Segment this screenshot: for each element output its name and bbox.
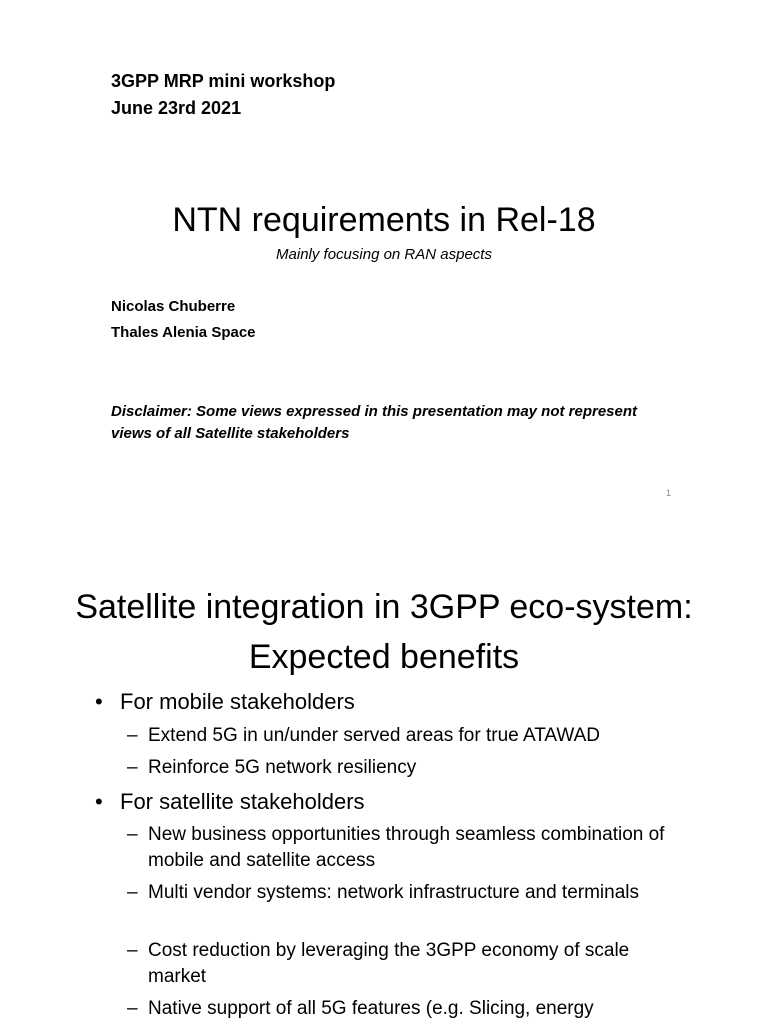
author-name: Nicolas Chuberre [111,298,236,315]
sub-bullet-marker: – [127,882,138,903]
slide-title: NTN requirements in Rel-18 [172,201,596,239]
event-date: June 23rd 2021 [111,98,242,118]
page-number: 1 [666,488,672,498]
author-organization: Thales Alenia Space [111,324,256,341]
sub-bullet-text: Cost reduction by leveraging the 3GPP economy of scale market [148,940,630,987]
sub-bullet-text: Native support of all 5G features (e.g. Slicing, energy [148,998,594,1019]
sub-bullet-marker: – [127,824,138,845]
slide-2 [0,520,768,1024]
sub-bullet-text: New business opportunities through seamless combination of mobile and satellite access [148,824,665,871]
sub-bullet-text: Extend 5G in un/under served areas for true ATAWAD [148,725,600,746]
bullet-marker: • [95,689,103,714]
sub-bullet-text: Reinforce 5G network resiliency [148,757,417,778]
sub-bullet-marker: – [127,757,138,778]
slide-subtitle: Mainly focusing on RAN aspects [276,246,492,263]
slide-title: Satellite integration in 3GPP eco-system: Expected benefits [75,588,693,676]
bullet-marker: • [95,789,103,814]
bullet-text: For mobile stakeholders [120,689,355,714]
sub-bullet-marker: – [127,725,138,746]
sub-bullet-text: Multi vendor systems: network infrastructure and terminals [148,882,640,903]
bullet-text: For satellite stakeholders [120,789,365,814]
sub-bullet-marker: – [127,940,138,961]
disclaimer-text: Disclaimer: Some views expressed in this presentation may not represent views of all Satellite stakeholders [111,403,638,442]
event-name: 3GPP MRP mini workshop [111,71,336,91]
sub-bullet-marker: – [127,998,138,1019]
